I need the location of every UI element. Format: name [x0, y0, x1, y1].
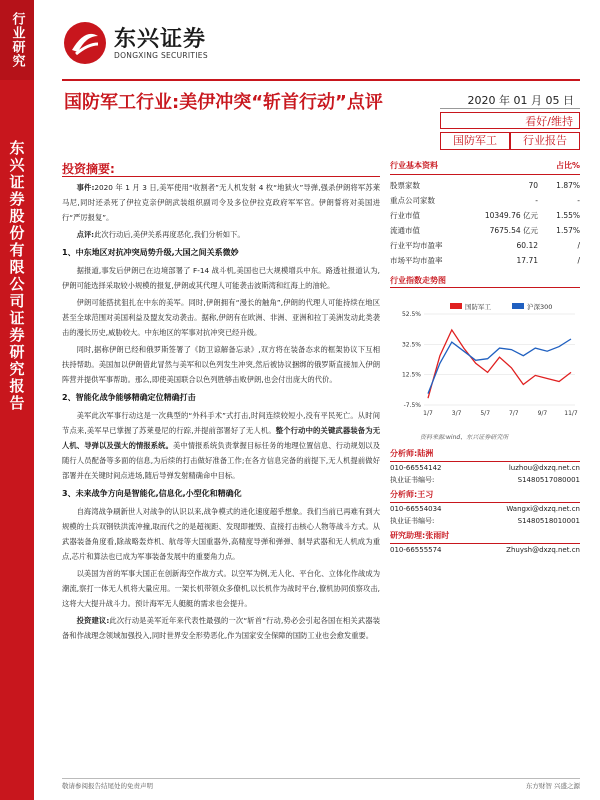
- industry-row: [390, 208, 580, 223]
- analyst-contact: [390, 544, 580, 556]
- chart-source: 资料来源:wind、东兴证券研究所: [420, 434, 509, 441]
- sidebar-category: [0, 0, 34, 80]
- analyst-contact: [390, 462, 580, 474]
- x-tick-label: 5/7: [480, 410, 491, 417]
- category-label: 行业研究: [9, 12, 25, 68]
- rating-badge: 看好/维持: [440, 112, 580, 129]
- firm-label: 东兴证券股份有限公司证券研究报告: [7, 140, 26, 412]
- paragraph-label: 事件:: [76, 183, 95, 192]
- footer-disclaimer: 敬请参阅报告结尾处的免责声明: [62, 782, 153, 790]
- report-meta: [440, 92, 580, 150]
- paragraph: [62, 227, 380, 242]
- analyst-name: 分析师:陆洲: [390, 447, 580, 462]
- sidebar-firm: [0, 140, 34, 412]
- paragraph: [62, 342, 380, 387]
- x-tick-label: 1/7: [423, 410, 433, 417]
- index-chart: [390, 300, 580, 430]
- industry-value: 70: [528, 181, 538, 190]
- logo: [64, 22, 224, 66]
- industry-value: 7675.54 亿元: [489, 226, 538, 235]
- series-line: [428, 339, 571, 394]
- paragraph-text: 美军此次军事行动这是一次典型的“外科手术”式打击,时间连续较短小,没有平民死亡。从时间节点来,美军早已掌握了苏莱曼尼的行踪,并提前部署好了无人机。: [62, 411, 380, 435]
- paragraph-bold: 整个行动中的关键武器装备为无人机、导弹以及强大的情报系统。: [62, 426, 381, 450]
- y-tick-label: 12.5%: [401, 371, 421, 379]
- x-tick-label: 9/7: [537, 410, 548, 417]
- industry-label: 行业平均市盈率: [390, 241, 443, 250]
- report-date: 2020 年 01 月 05 日: [440, 92, 580, 109]
- report-body: [62, 180, 380, 645]
- industry-value: 17.71: [516, 256, 538, 265]
- section-heading: 2、智能化战争能够精确定位精确打击: [62, 393, 196, 402]
- industry-pct: 1.55%: [556, 211, 580, 220]
- tag-industry: 国防军工: [440, 132, 510, 150]
- tag-type: 行业报告: [510, 132, 580, 150]
- paragraph-text: 自海湾战争刷新世人对战争的认识以来,战争模式的进化速度超乎想象。我们当前已再难有到大规模的士兵双钢铁洪流冲撞,取而代之的是超视距、发现即摧毁、直接打击核心人物等战斗方式。从武器装备角度看,除战略轰炸机、航母等大国重器外,高精度导弹和弹弹、制导武器和无人机成为重点,芯片和算法也已成为军事装备发展中的重要角力点。: [62, 507, 380, 561]
- analyst-email[interactable]: Wangxi@dxzq.net.cn: [506, 505, 580, 513]
- legend-swatch: [512, 303, 524, 309]
- index-chart-svg: [390, 300, 580, 430]
- analyst-email[interactable]: luzhou@dxzq.net.cn: [508, 464, 580, 472]
- industry-value: 60.12: [516, 241, 538, 250]
- analyst-phone: 010-66554142: [390, 464, 442, 472]
- paragraph-text: 同时,据称伊朗已经和俄罗斯签署了《防卫谅解备忘录》,双方将在装备态求的框架协议下互相扶持帮助。美国加以伊朗借此冒然与美军和以色列发生冲突,然后被协议捆绑的俄罗斯直接加入伊朗阵营并提供军事帮助。那么,即使美国联合以色列胜够击败伊朗,也会付出庞大的代价。: [62, 345, 380, 384]
- analyst-name: 分析师:王习: [390, 488, 580, 503]
- industry-label: 重点公司家数: [390, 196, 435, 205]
- cert-number: S1480518010001: [517, 517, 580, 525]
- summary-heading: 投资摘要:: [62, 160, 380, 177]
- footer: [62, 778, 580, 790]
- analyst-phone: 010-66555574: [390, 546, 442, 554]
- paragraph: [62, 180, 380, 225]
- logo-icon: [64, 22, 106, 64]
- industry-heading-label: 行业基本资料: [390, 161, 438, 170]
- legend-label: 国防军工: [465, 303, 491, 311]
- paragraph-text: 此次行动是美军近年来代表性最强的一次“斩首”行动,势必会引起各国在相关武器装备和作战理念领域加强投入,同时世界安全形势恶化,作为国家安全保障的国防工业也会愈发重要。: [62, 616, 380, 640]
- paragraph-text: 2020 年 1 月 3 日,美军使用“收割者”无人机发射 4 枚“地狱火”导弹,强杀伊朗将军苏莱马尼,同时还杀死了伊拉克亲伊朗武装组织副司令及多位伊拉克政府军军官。伊朗誓将对美国进行“严厉报复”。: [62, 183, 380, 222]
- paragraph-text: 此次行动后,美伊关系再度恶化,我们分析如下。: [94, 230, 245, 239]
- y-tick-label: -7.5%: [403, 402, 421, 409]
- y-tick-label: 52.5%: [401, 311, 421, 318]
- footer-slogan: 东方财智 兴盛之源: [525, 782, 580, 790]
- analyst-block: [390, 445, 580, 556]
- analyst-cert: [390, 515, 580, 527]
- industry-row: [390, 193, 580, 208]
- series-line: [428, 330, 571, 398]
- analyst-email[interactable]: Zhuysh@dxzq.net.cn: [506, 546, 580, 554]
- paragraph: [62, 504, 380, 564]
- industry-label: 流通市值: [390, 226, 420, 235]
- paragraph: [62, 408, 380, 483]
- legend-swatch: [450, 303, 462, 309]
- page-title: 国防军工行业:美伊冲突“斩首行动”点评: [64, 92, 383, 113]
- y-tick-label: 32.5%: [401, 341, 421, 349]
- industry-row: [390, 178, 580, 193]
- paragraph-text: 伊朗可能搭扰狙扎在中东的美军。同时,伊朗拥有“漫长的触角”,伊朗的代理人可能持续在地区甚至全球范围对美国利益及盟友发动袭击。据称,伊朗有在欧洲、非洲、亚洲和拉丁美洲发动此类袭击的漫长历史,威胁较大。中东地区的军事对抗冲突已经升级。: [62, 298, 380, 337]
- x-tick-label: 7/7: [508, 410, 519, 417]
- header-divider: [62, 79, 580, 81]
- industry-row: [390, 238, 580, 253]
- paragraph: [62, 295, 380, 340]
- logo-cn: 东兴证券: [114, 27, 207, 52]
- cert-label: 执业证书编号:: [390, 476, 435, 484]
- industry-label: 股票家数: [390, 181, 420, 190]
- logo-en: DONGXING SECURITIES: [114, 51, 208, 60]
- section-heading: 3、未来战争方向是智能化,信息化,小型化和精确化: [62, 489, 242, 498]
- industry-table: [390, 178, 580, 268]
- analyst-cert: [390, 474, 580, 486]
- paragraph-text: 据报道,事发后伊朗已在边境部署了 F-14 战斗机,美国也已大规模增兵中东。路透社报道认为,伊朗可能选择采取较小规模的报复,伊朗或其代理人可能袭击波斯湾和红海上的油轮。: [62, 266, 380, 290]
- analyst-contact: [390, 503, 580, 515]
- industry-value: -: [535, 196, 538, 205]
- industry-pct: 1.87%: [556, 181, 580, 190]
- industry-pct: /: [577, 241, 580, 250]
- cert-label: 执业证书编号:: [390, 517, 435, 525]
- industry-value: 10349.76 亿元: [484, 211, 538, 220]
- industry-heading: [390, 160, 580, 175]
- industry-label: 市场平均市盈率: [390, 256, 443, 265]
- industry-row: [390, 223, 580, 238]
- analyst-name: 研究助理:张雨时: [390, 529, 580, 544]
- industry-pct: -: [577, 196, 580, 205]
- paragraph: [62, 566, 380, 611]
- cert-number: S1480517080001: [517, 476, 580, 484]
- x-tick-label: 3/7: [451, 410, 462, 417]
- chart-heading: 行业指数走势图: [390, 275, 580, 288]
- industry-row: [390, 253, 580, 268]
- industry-label: 行业市值: [390, 211, 420, 220]
- paragraph: [62, 613, 380, 643]
- section-heading: 1、中东地区对抗冲突局势升级,大国之间关系微妙: [62, 248, 239, 257]
- paragraph-text: 以美国为首的军事大国正在创新海空作战方式。以空军为例,无人化、平台化、立体化作战成为潮流,察打一体无人机将大量应用。一架长机带领众多僚机,以长机作为战时平台,僚机协同侦察攻击,这将大大提升战斗力。预计海军无人艇艇的需求也会提升。: [62, 569, 380, 608]
- industry-pct-col: 占比%: [555, 161, 580, 170]
- x-tick-label: 11/7: [564, 410, 578, 417]
- industry-pct: 1.57%: [556, 226, 580, 235]
- paragraph-label: 点评:: [76, 230, 95, 239]
- paragraph: [62, 263, 380, 293]
- analyst-phone: 010-66554034: [390, 505, 442, 513]
- paragraph-text: 美中情报系统负责掌握目标任务的地理位置信息、行动规划以及随行人员配备等多面的信息,为后续的打击做好准备工作;在各方信息完备的前提下,无人机提前做好部署并在关键时间点进场,随后导弹发射精确命中目标。: [62, 441, 381, 480]
- paragraph-label: 投资建议:: [76, 616, 110, 625]
- legend-label: 沪深300: [527, 303, 553, 311]
- industry-pct: /: [577, 256, 580, 265]
